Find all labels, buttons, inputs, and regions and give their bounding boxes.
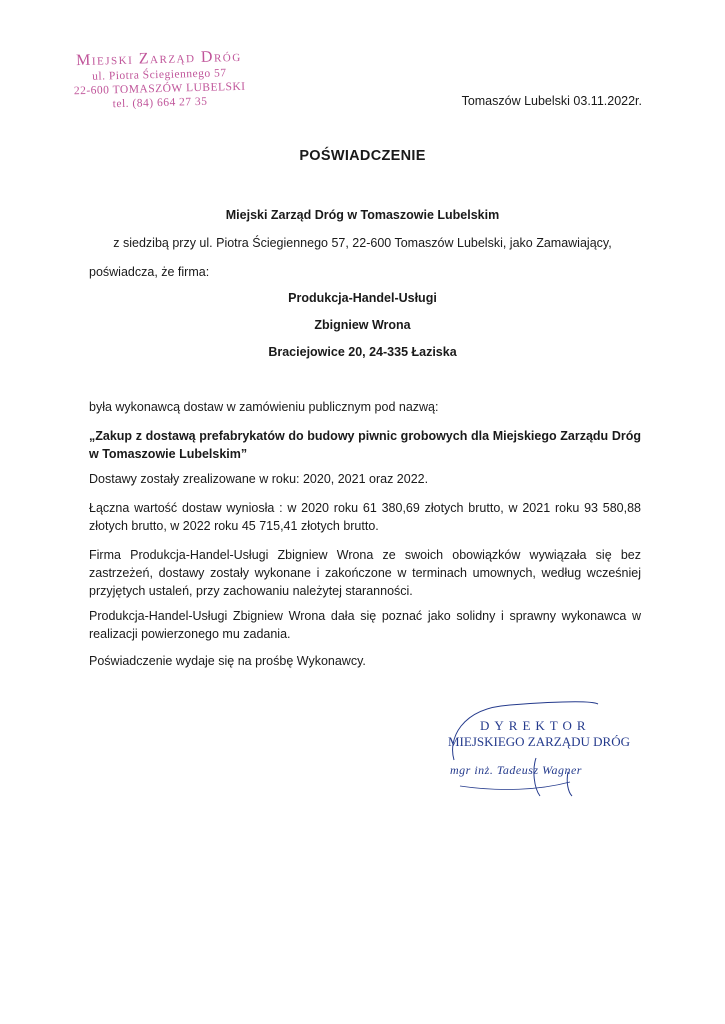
issuer-address: z siedzibą przy ul. Piotra Ściegiennego 57, 22-600 Tomaszów Lubelski, jako Zamawiający,	[113, 236, 612, 250]
stamp-org-name: Miejski Zarząd Dróg	[75, 47, 242, 70]
header-stamp	[51, 47, 267, 113]
body-paragraph-contract-name: „Zakup z dostawą prefabrykatów do budowy piwnic grobowych dla Miejskiego Zarządu Dróg w Tomaszowie Lubelskim”	[89, 429, 641, 461]
signature-scribble	[440, 700, 620, 800]
issuer-name: Miejski Zarząd Dróg w Tomaszowie Lubelskim	[225, 208, 500, 222]
document-title: POŚWIADCZENIE	[299, 148, 426, 164]
body-paragraph-reliability: Produkcja-Handel-Usługi Zbigniew Wrona dała się poznać jako solidny i sprawny wykonawca w realizacji powierzonego mu zadania.	[89, 609, 641, 641]
stamp-city: 22-600 TOMASZÓW LUBELSKI	[73, 80, 246, 98]
director-signature-stamp	[440, 700, 630, 800]
signature-title: DYREKTOR	[480, 718, 591, 733]
company-owner: Zbigniew Wrona	[314, 318, 411, 332]
body-paragraph-contractor: była wykonawcą dostaw w zamówieniu publicznym pod nazwą:	[89, 400, 439, 414]
body-paragraph-request: Poświadczenie wydaje się na prośbę Wykonawcy.	[89, 654, 366, 668]
signature-name: mgr inż. Tadeusz Wagner	[450, 763, 582, 777]
stamp-phone: tel. (84) 664 27 35	[112, 95, 208, 111]
document-date: Tomaszów Lubelski 03.11.2022r.	[461, 94, 642, 108]
stamp-street: ul. Piotra Ściegiennego 57	[92, 67, 227, 83]
company-address: Braciejowice 20, 24-335 Łaziska	[268, 345, 457, 359]
body-paragraph-performance: Firma Produkcja-Handel-Usługi Zbigniew Wrona ze swoich obowiązków wywiązała się bez zastrzeżeń, dostawy zostały wykonane i zakończone w terminach umownych, według wcześniej przyjętych ustaleń, przy zachowaniu należytej staranności.	[89, 548, 641, 598]
body-paragraph-years: Dostawy zostały zrealizowane w roku: 2020, 2021 oraz 2022.	[89, 472, 429, 486]
certifies-text: poświadcza, że firma:	[89, 265, 210, 279]
body-paragraph-value: Łączna wartość dostaw wyniosła : w 2020 roku 61 380,69 złotych brutto, w 2021 roku 93 580,88 złotych brutto, w 2022 roku 45 715,41 złotych brutto.	[89, 501, 641, 533]
company-type: Produkcja-Handel-Usługi	[288, 291, 437, 305]
signature-org: MIEJSKIEGO ZARZĄDU DRÓG	[448, 734, 630, 749]
